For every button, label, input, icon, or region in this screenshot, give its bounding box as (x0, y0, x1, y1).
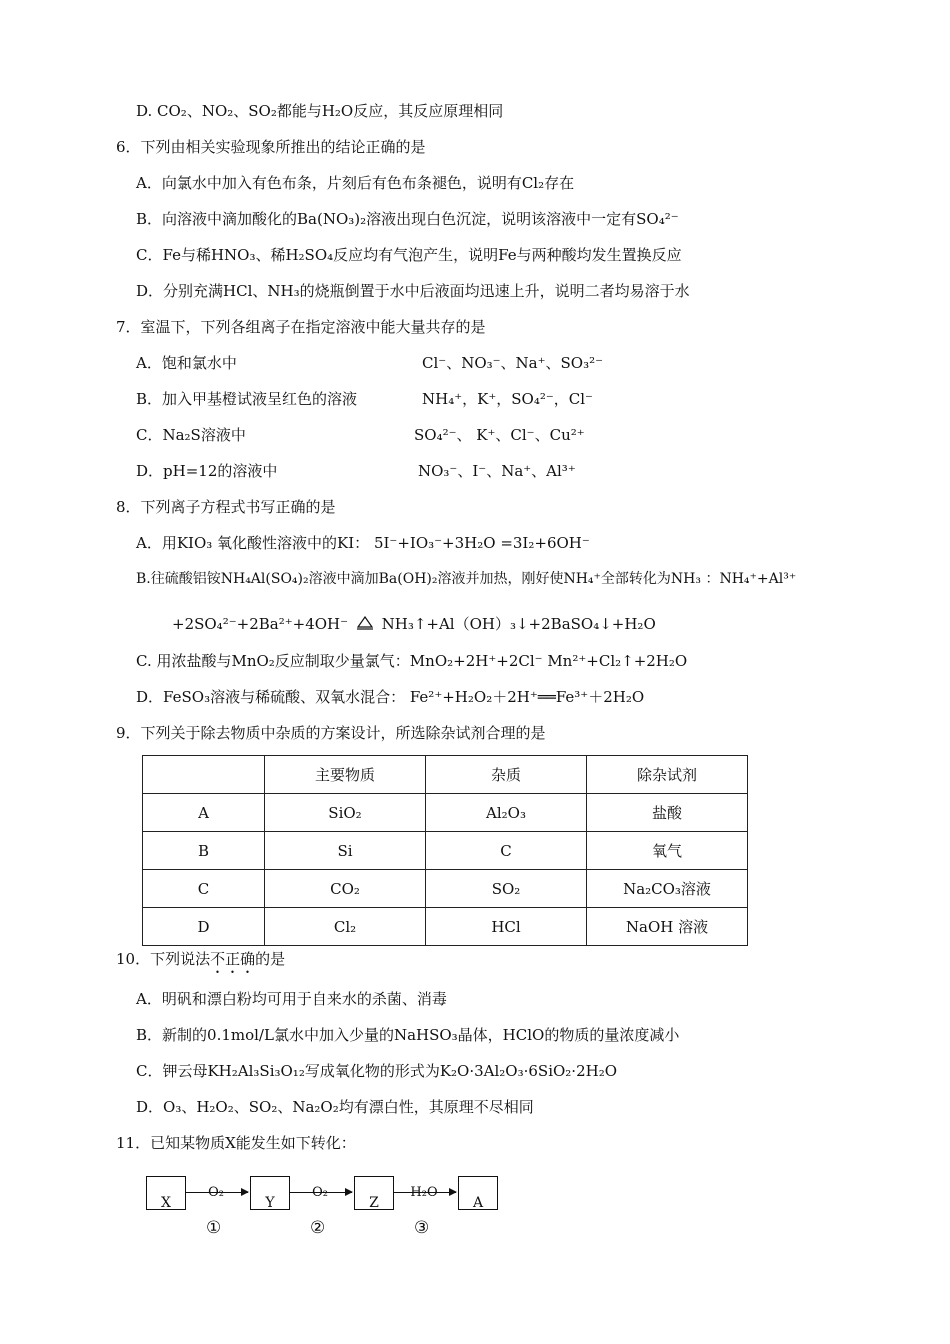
q10-stem-text: 10．下列说法 (116, 950, 211, 968)
q10-stem-text-end: 的是 (255, 950, 286, 968)
table-cell: SO₂ (426, 870, 587, 908)
arrow-1-label: O₂ (208, 1185, 224, 1200)
node-z (354, 1176, 394, 1210)
table-cell: A (143, 794, 265, 832)
q7-option-d: D．pH=12的溶液中 (136, 462, 278, 480)
q10-option-c: C．钾云母KH₂Al₃Si₃O₁₂写成氧化物的形式为K₂O·3Al₂O₃·6SiO₂·2H₂O (136, 1062, 618, 1080)
step-2-marker: ② (310, 1218, 326, 1238)
arrow-3-label: H₂O (410, 1185, 438, 1200)
node-y (250, 1176, 290, 1210)
table-cell: C (426, 832, 587, 870)
arrow-2-label: O₂ (312, 1185, 328, 1200)
q8-option-a: A．用KIO₃ 氧化酸性溶液中的KI： 5I⁻+IO₃⁻+3H₂O =3I₂+6OH⁻ (136, 534, 590, 552)
q7-option-c: C．Na₂S溶液中 (136, 426, 246, 444)
q9-stem: 9．下列关于除去物质中杂质的方案设计，所选除杂试剂合理的是 (116, 724, 546, 742)
table-cell: D (143, 908, 265, 946)
q6-option-c: C．Fe与稀HNO₃、稀H₂SO₄反应均有气泡产生，说明Fe与两种酸均发生置换反应 (136, 246, 682, 264)
q10-stem (116, 949, 285, 977)
q8-option-c: C. 用浓盐酸与MnO₂反应制取少量氯气：MnO₂+2H⁺+2Cl⁻ Mn²⁺+Cl₂↑+2H₂O (136, 652, 688, 670)
q8-option-b-reactants: +2SO₄²⁻+2Ba²⁺+4OH⁻ (172, 615, 349, 633)
table-row (143, 870, 748, 908)
q10-stem-emphasis: 不正确 (210, 950, 256, 968)
table-header-row (143, 756, 748, 794)
table-header: 杂质 (426, 756, 587, 794)
table-cell: C (143, 870, 265, 908)
table-cell: HCl (426, 908, 587, 946)
q10-option-a: A．明矾和漂白粉均可用于自来水的杀菌、消毒 (136, 990, 447, 1008)
node-x-label: X (161, 1195, 171, 1211)
q10-option-d: D．O₃、H₂O₂、SO₂、Na₂O₂均有漂白性，其原理不尽相同 (136, 1098, 534, 1116)
node-a-label: A (472, 1195, 484, 1211)
q8-option-b-line1: B.往硫酸铝铵NH₄Al(SO₄)₂溶液中滴加Ba(OH)₂溶液并加热，刚好使NH₄⁺全部转化为NH₃ ：NH₄⁺+Al³⁺ (136, 571, 797, 587)
q7-option-b: B．加入甲基橙试液呈红色的溶液 (136, 390, 358, 408)
table-cell: NaOH 溶液 (587, 908, 748, 946)
table-row (143, 832, 748, 870)
q6-option-a: A．向氯水中加入有色布条，片刻后有色布条褪色，说明有Cl₂存在 (136, 174, 575, 192)
step-1-marker: ① (206, 1218, 222, 1238)
table-cell: Si (265, 832, 426, 870)
q7-stem: 7．室温下，下列各组离子在指定溶液中能大量共存的是 (116, 318, 486, 336)
node-y-label: Y (265, 1195, 275, 1211)
q10-option-b: B．新制的0.1mol/L氯水中加入少量的NaHSO₃晶体，HClO的物质的量浓度减小 (136, 1026, 680, 1044)
table-cell: B (143, 832, 265, 870)
q6-option-b: B．向溶液中滴加酸化的Ba(NO₃)₂溶液出现白色沉淀，说明该溶液中一定有SO₄²⁻ (136, 210, 679, 228)
table-cell: Na₂CO₃溶液 (587, 870, 748, 908)
q8-option-d: D．FeSO₃溶液与稀硫酸、双氧水混合： Fe²⁺+H₂O₂＋2H⁺══Fe³⁺＋2H₂O (136, 688, 645, 706)
table-header (143, 756, 265, 794)
q8-stem: 8．下列离子方程式书写正确的是 (116, 498, 336, 516)
table-cell: Al₂O₃ (426, 794, 587, 832)
q5-option-d: D. CO₂、NO₂、SO₂都能与H₂O反应，其反应原理相同 (136, 102, 504, 120)
q8-option-b-line2 (172, 614, 656, 634)
q6-option-d: D．分别充满HCl、NH₃的烧瓶倒置于水中后液面均迅速上升，说明二者均易溶于水 (136, 282, 690, 300)
node-z-label: Z (369, 1195, 379, 1211)
table-cell: 盐酸 (587, 794, 748, 832)
table-cell: 氧气 (587, 832, 748, 870)
table-cell: Cl₂ (265, 908, 426, 946)
q6-stem: 6．下列由相关实验现象所推出的结论正确的是 (116, 138, 426, 156)
node-a (458, 1176, 498, 1210)
q7-option-a: A．饱和氯水中 (136, 354, 237, 372)
table-row (143, 908, 748, 946)
q7-option-d-ions: NO₃⁻、I⁻、Na⁺、Al³⁺ (418, 462, 576, 480)
table-row (143, 794, 748, 832)
q7-option-b-ions: NH₄⁺，K⁺，SO₄²⁻，Cl⁻ (422, 390, 593, 408)
table-cell: SiO₂ (265, 794, 426, 832)
node-x (146, 1176, 186, 1210)
table-cell: CO₂ (265, 870, 426, 908)
table-header: 主要物质 (265, 756, 426, 794)
q7-option-a-ions: Cl⁻、NO₃⁻、Na⁺、SO₃²⁻ (422, 354, 604, 372)
heat-triangle-icon (357, 615, 373, 629)
q7-option-c-ions: SO₄²⁻、 K⁺、Cl⁻、Cu²⁺ (414, 426, 585, 444)
step-3-marker: ③ (414, 1218, 430, 1238)
q9-table (142, 755, 748, 946)
q11-stem: 11．已知某物质X能发生如下转化： (116, 1134, 356, 1152)
q8-option-b-products: NH₃↑+Al（OH）₃↓+2BaSO₄↓+H₂O (381, 615, 656, 633)
table-header: 除杂试剂 (587, 756, 748, 794)
